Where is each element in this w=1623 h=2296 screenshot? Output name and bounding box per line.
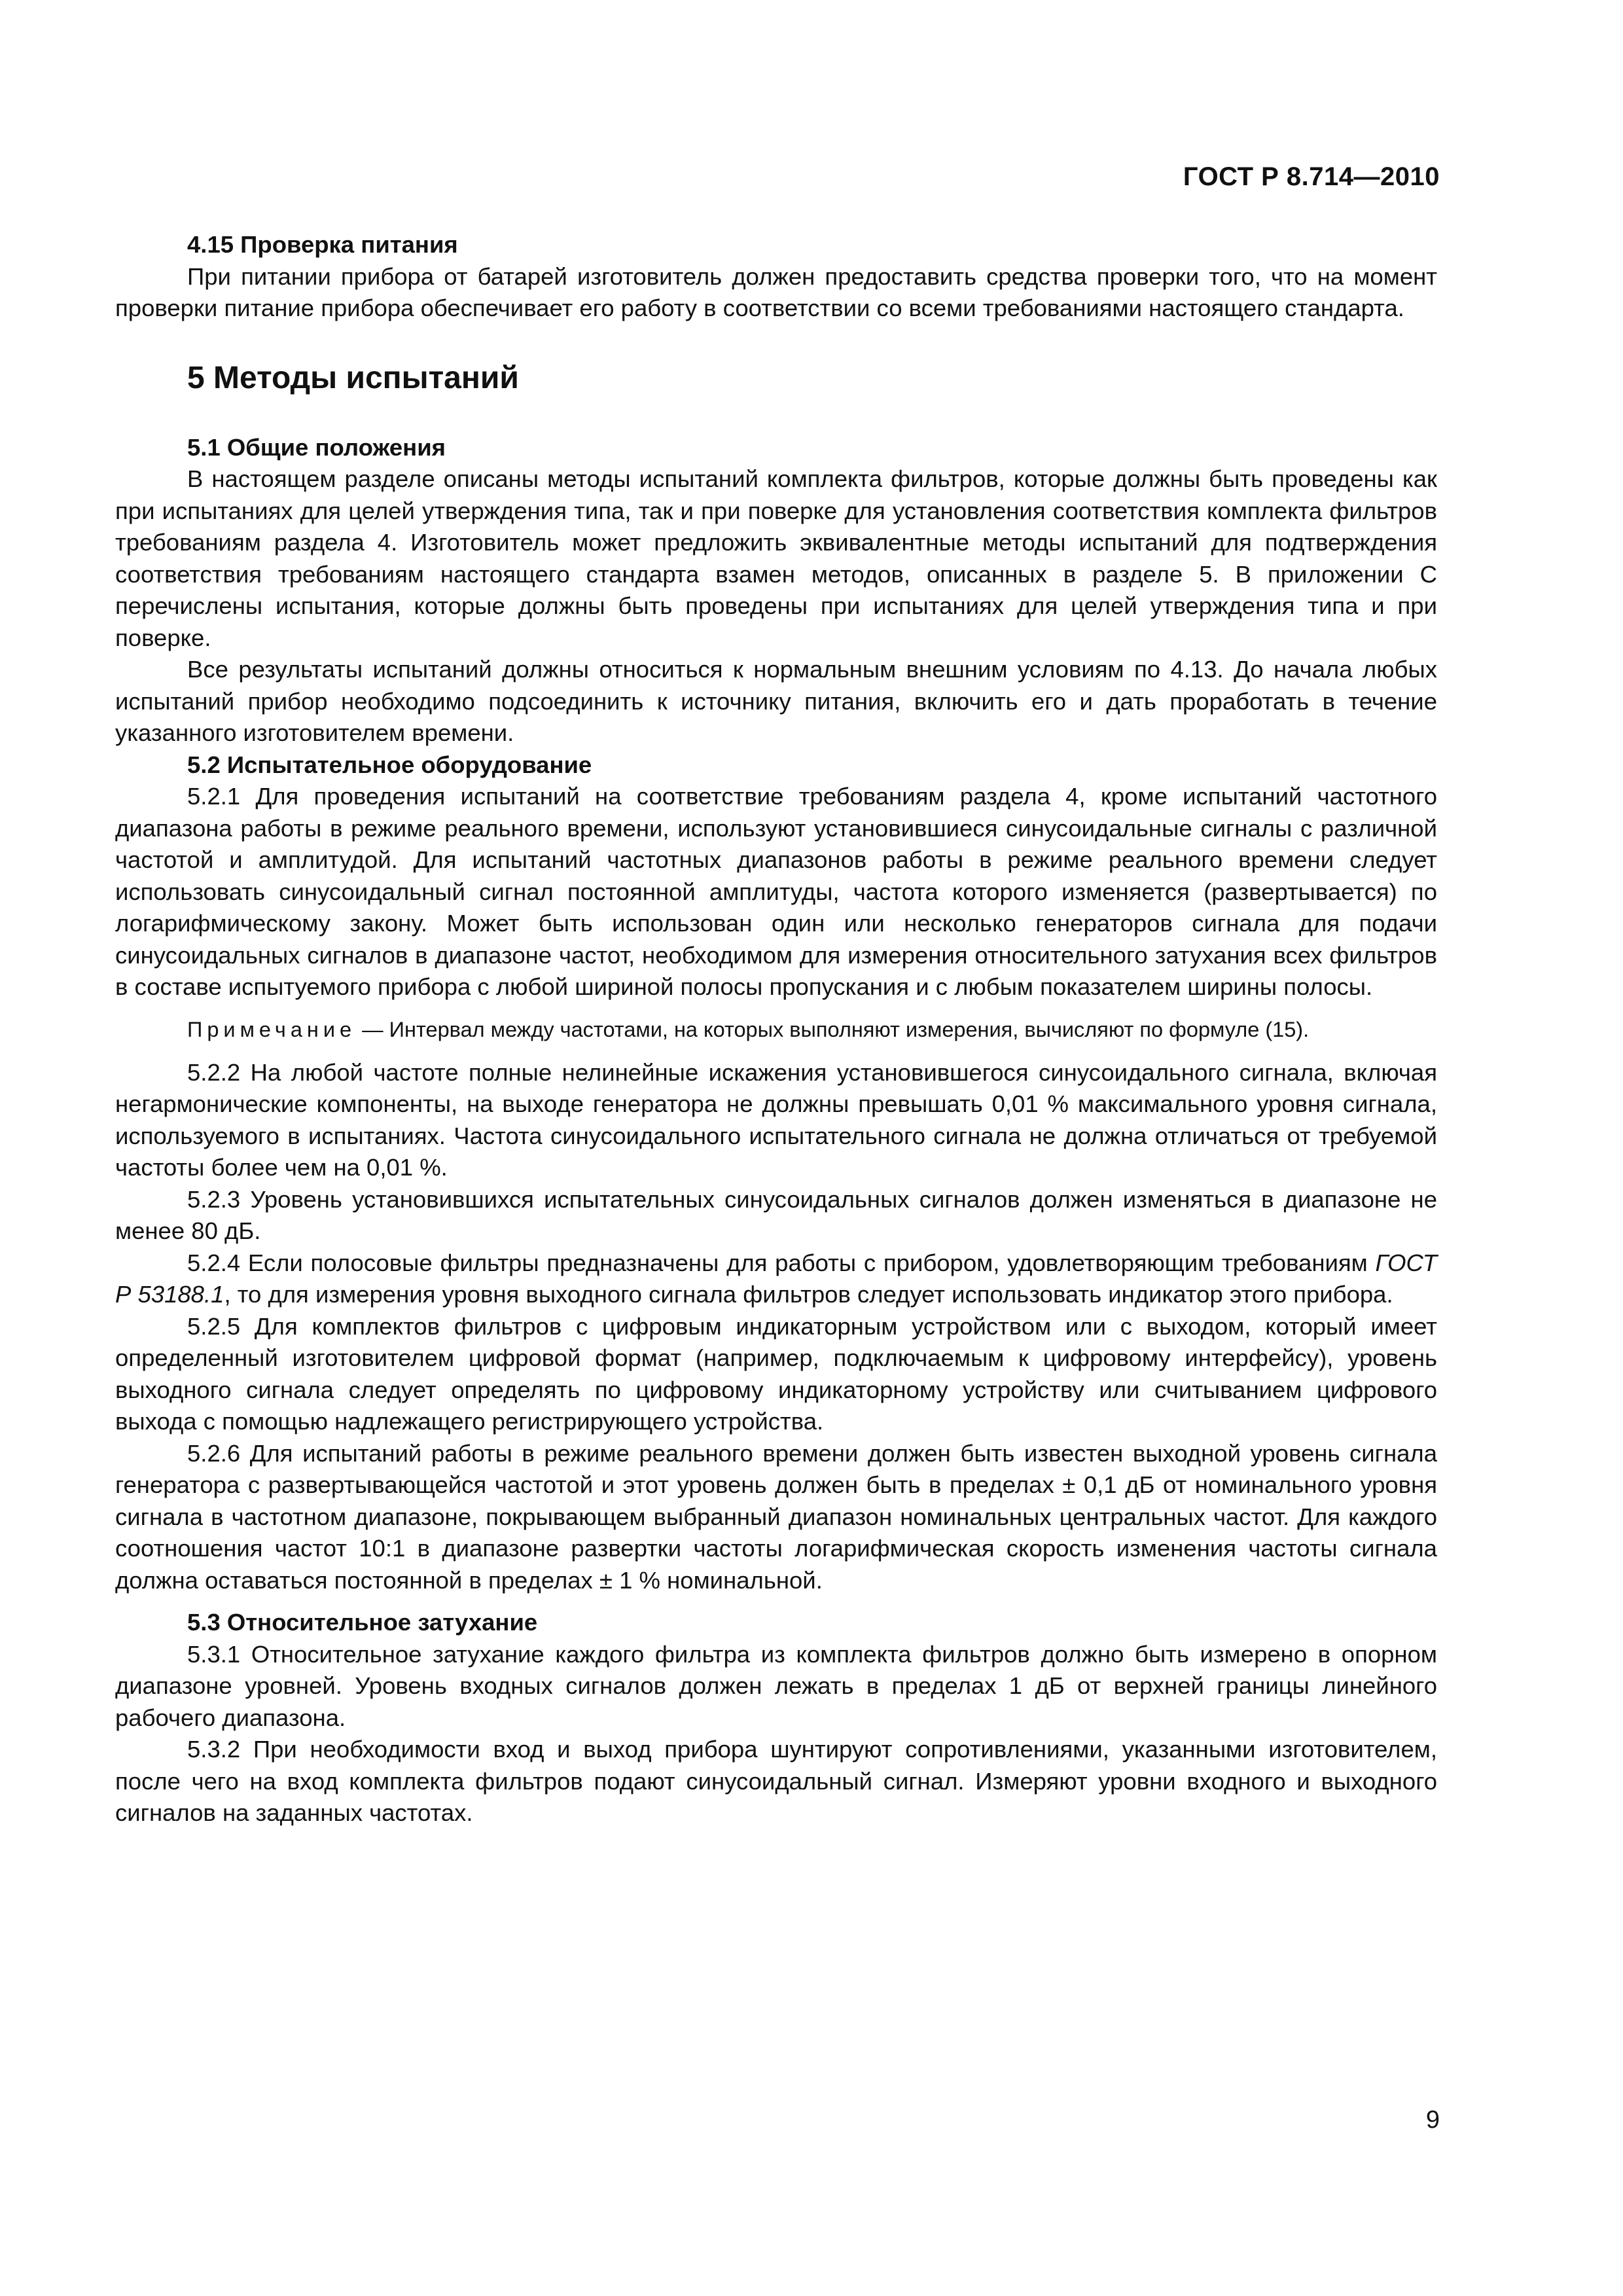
paragraph-5-2-2: 5.2.2 На любой частоте полные нелинейные искажения установившегося синусоидального сигнала, включая негармонические компоненты, на выходе генератора не должны превышать 0,01 % максимального уровня сигнала, используемого в испытаниях. Частота синусоидального испытательного сигнала не должна отличаться от требуемой частоты более чем на 0,01 %. [115, 1058, 1437, 1181]
paragraph-5-2-1: 5.2.1 Для проведения испытаний на соответствие требованиям раздела 4, кроме испытаний частотного диапазона работы в режиме реального времени, используют установившиеся синусоидальные сигналы с различной частотой и амплитудой. Для испытаний частотных диапазонов работы в режиме реального времени следует использовать синусоидальный сигнал постоянной амплитуды, частота которого изменяется (развертывается) по логарифмическому закону. Может быть использован один или несколько генераторов сигнала для подачи синусоидальных сигналов в диапазоне частот, необходимом для измерения относительного затухания всех фильтров в составе испытуемого прибора с любой шириной полосы пропускания и с любым показателем ширины полосы. [115, 783, 1437, 1000]
standard-reference: ГОСТ Р 53188.1 [115, 1249, 1437, 1308]
paragraph-5-3-2: 5.3.2 При необходимости вход и выход прибора шунтируют сопротивлениями, указанными изготовителем, после чего на вход комплекта фильтров подают синусоидальный сигнал. Измеряют уровни входного и выходного сигналов на заданных частотах. [115, 1736, 1437, 1826]
heading-4-15: 4.15 Проверка питания [187, 231, 458, 258]
paragraph-5-2-5: 5.2.5 Для комплектов фильтров с цифровым индикаторным устройством или с выходом, который имеет определенный изготовителем цифровой формат (например, подключаемым к цифровому интерфейсу), уровень выходного сигнала следует определять по цифровому индикаторному устройству или считыванием цифрового выхода с помощью надлежащего регистрирующего устройства. [115, 1312, 1437, 1435]
paragraph-5-1-a: В настоящем разделе описаны методы испытаний комплекта фильтров, которые должны быть проведены как при испытаниях для целей утверждения типа, так и при поверке для установления соответствия комплекта фильтров требованиям раздела 4. Изготовитель может предложить эквивалентные методы испытаний для подтверждения соответствия требованиям настоящего стандарта взамен методов, описанных в разделе 5. В приложении С перечислены испытания, которые должны быть проведены при испытаниях для целей утверждения типа и при поверке. [115, 465, 1437, 651]
paragraph-4-15: При питании прибора от батарей изготовитель должен предоставить средства проверки того, что на момент проверки питание прибора обеспечивает его работу в соответствии со всеми требованиями настоящего стандарта. [115, 262, 1437, 321]
heading-5-3: 5.3 Относительное затухание [187, 1609, 538, 1636]
paragraph-5-2-3: 5.2.3 Уровень установившихся испытательных синусоидальных сигналов должен изменяться в диапазоне не менее 80 дБ. [115, 1185, 1437, 1244]
note-text: — Интервал между частотами, на которых выполняют измерения, вычисляют по формуле (15). [362, 1017, 1310, 1041]
heading-5-1: 5.1 Общие положения [187, 433, 446, 461]
document-id: ГОСТ Р 8.714—2010 [1183, 162, 1440, 191]
paragraph-5-1-b: Все результаты испытаний должны относиться к нормальным внешним условиям по 4.13. До начала любых испытаний прибор необходимо подсоединить к источнику питания, включить его и дать проработать в течение указанного изготовителем времени. [115, 656, 1437, 746]
heading-section-5: 5 Методы испытаний [187, 360, 519, 395]
paragraph-5-2-4-start: 5.2.4 Если полосовые фильтры предназначены для работы с прибором, удовлетворяющим требованиям [187, 1249, 1376, 1276]
note-label: Примечание [187, 1017, 357, 1041]
paragraph-5-2-6: 5.2.6 Для испытаний работы в режиме реального времени должен быть известен выходной уровень сигнала генератора с развертывающейся частотой и этот уровень должен быть в пределах ± 0,1 дБ от номинального уровня сигнала в частотном диапазоне, покрывающем выбранный диапазон номинальных центральных частот. Для каждого соотношения частот 10:1 в диапазоне развертки частоты логарифмическая скорость изменения частоты сигнала должна оставаться постоянной в пределах ± 1 % номинальной. [115, 1439, 1437, 1594]
paragraph-5-2-4-end: , то для измерения уровня выходного сигнала фильтров следует использовать индикатор этого прибора. [224, 1281, 1393, 1308]
paragraph-5-2-4 [115, 1247, 1437, 1311]
paragraph-5-3-1: 5.3.1 Относительное затухание каждого фильтра из комплекта фильтров должно быть измерено в опорном диапазоне уровней. Уровень входных сигналов должен лежать в пределах 1 дБ от верхней границы линейного рабочего диапазона. [115, 1640, 1437, 1731]
page-body [115, 229, 1437, 1829]
page-number: 9 [1425, 2106, 1440, 2134]
heading-5-2: 5.2 Испытательное оборудование [187, 751, 592, 778]
note [115, 1015, 1437, 1044]
